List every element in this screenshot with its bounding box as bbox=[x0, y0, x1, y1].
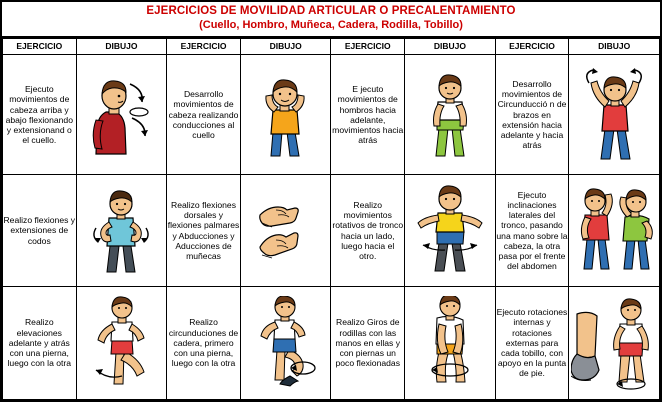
ankle-rotation-icon bbox=[571, 296, 657, 390]
exercise-figure bbox=[76, 175, 167, 286]
neck-rotation-icon bbox=[247, 72, 325, 158]
exercise-figure bbox=[405, 175, 496, 286]
leg-swing-icon bbox=[82, 296, 160, 390]
sheet-title bbox=[2, 2, 660, 38]
exercise-description: Realizo Giros de rodillas con las manos en ellas y con piernas un poco flexionadas bbox=[331, 286, 405, 399]
header-dibujo-4: DIBUJO bbox=[569, 38, 660, 54]
elbow-flexion-icon bbox=[82, 188, 160, 274]
exercise-description: Ejecuto inclinaciones laterales del tronco, pasando una mano sobre la cabeza, la otra pasa por el frente del abdomen bbox=[495, 175, 569, 286]
exercise-description: Ejecuto rotaciones internas y rotaciones externas para cada tobillo, con apoyo en la punta de pie. bbox=[495, 286, 569, 399]
exercise-figure bbox=[76, 54, 167, 175]
exercise-figure bbox=[569, 54, 660, 175]
shoulder-circles-icon bbox=[411, 72, 489, 158]
exercise-description: Realizo flexiones dorsales y flexiones palmares y Abducciones y Aducciones de muñecas bbox=[167, 175, 241, 286]
hip-circumduction-icon bbox=[247, 296, 325, 390]
header-dibujo-3: DIBUJO bbox=[405, 38, 496, 54]
exercise-figure bbox=[76, 286, 167, 399]
header-ejercicio-3: EJERCICIO bbox=[331, 38, 405, 54]
header-ejercicio-2: EJERCICIO bbox=[167, 38, 241, 54]
exercise-figure bbox=[569, 286, 660, 399]
exercise-description: Ejecuto movimientos de cabeza arriba y abajo flexionando y extensionand o el cuello. bbox=[3, 54, 77, 175]
header-dibujo-2: DIBUJO bbox=[240, 38, 331, 54]
lateral-trunk-bend-icon bbox=[571, 185, 657, 277]
header-ejercicio-1: EJERCICIO bbox=[3, 38, 77, 54]
table-row bbox=[3, 54, 660, 175]
neck-flexion-extension-icon bbox=[82, 72, 160, 158]
exercise-description: E jecuto movimientos de hombros hacia adelante, movimientos hacia atrás bbox=[331, 54, 405, 175]
header-ejercicio-4: EJERCICIO bbox=[495, 38, 569, 54]
title-line-1: EJERCICIOS DE MOVILIDAD ARTICULAR O PRECALENTAMIENTO bbox=[146, 5, 516, 17]
knee-circles-icon bbox=[411, 296, 489, 390]
exercise-description: Desarrollo movimientos de Circunducció n de brazos en extensión hacia adelante y hacia atrás bbox=[495, 54, 569, 175]
table-row bbox=[3, 175, 660, 286]
title-line-2: (Cuello, Hombro, Muñeca, Cadera, Rodilla, Tobillo) bbox=[199, 19, 463, 32]
header-dibujo-1: DIBUJO bbox=[76, 38, 167, 54]
exercise-figure bbox=[240, 286, 331, 399]
exercise-description: Realizo flexiones y extensiones de codos bbox=[3, 175, 77, 286]
exercise-description: Realizo movimientos rotativos de tronco hacia un lado, luego hacia el otro. bbox=[331, 175, 405, 286]
exercise-description: Realizo elevaciones adelante y atrás con una pierna, luego con la otra bbox=[3, 286, 77, 399]
table-row bbox=[3, 286, 660, 399]
exercise-figure bbox=[240, 175, 331, 286]
arm-circumduction-icon bbox=[575, 65, 653, 165]
table-header-row bbox=[3, 38, 660, 54]
trunk-rotation-icon bbox=[411, 185, 489, 277]
exercise-figure bbox=[240, 54, 331, 175]
exercise-figure bbox=[569, 175, 660, 286]
exercise-figure bbox=[405, 286, 496, 399]
exercise-description: Desarrollo movimientos de cabeza realizando conducciones al cuello bbox=[167, 54, 241, 175]
wrist-movements-icon bbox=[246, 191, 326, 271]
exercise-table bbox=[2, 38, 660, 400]
exercise-description: Realizo circunduciones de cadera, primero con una pierna, luego con la otra bbox=[167, 286, 241, 399]
exercise-figure bbox=[405, 54, 496, 175]
